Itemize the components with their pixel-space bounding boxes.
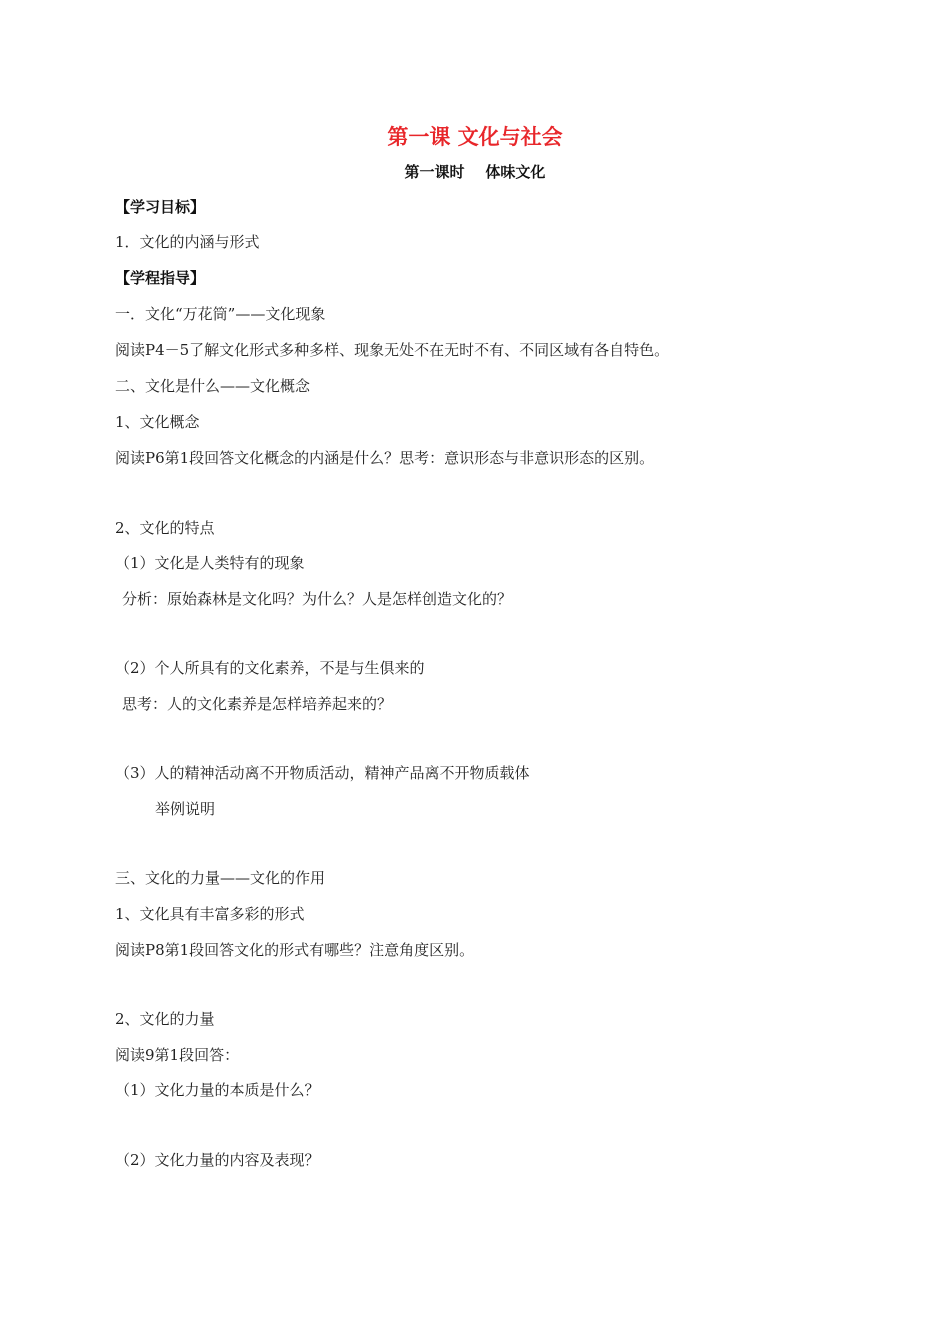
point-1-analysis: 分析：原始森林是文化吗？为什么？人是怎样创造文化的？	[122, 590, 513, 608]
point-3-example: 举例说明	[155, 800, 216, 818]
point-3: （3）人的精神活动离不开物质活动，精神产品离不开物质载体	[115, 764, 530, 782]
question-2: （2）文化力量的内容及表现？	[115, 1151, 320, 1169]
part3-title: 三、文化的力量——文化的作用	[115, 869, 326, 887]
part2-sub1-reading: 阅读P6第1段回答文化概念的内涵是什么？思考：意识形态与非意识形态的区别。	[115, 449, 655, 467]
lesson-subtitle: 第一课时 体味文化	[404, 163, 546, 181]
lesson-title: 第一课 文化与社会	[387, 125, 563, 149]
goal-item-1: 1．文化的内涵与形式	[115, 233, 260, 251]
part1-reading: 阅读P4－5了解文化形式多种多样、现象无处不在无时不有、不同区域有各自特色。	[115, 341, 670, 359]
point-2-think: 思考：人的文化素养是怎样培养起来的？	[122, 695, 393, 713]
question-1: （1）文化力量的本质是什么？	[115, 1081, 320, 1099]
part2-title: 二、文化是什么——文化概念	[115, 377, 311, 395]
point-1: （1）文化是人类特有的现象	[115, 554, 305, 572]
part1-title: 一．文化“万花筒”——文化现象	[115, 305, 326, 323]
part3-sub2-reading: 阅读9第1段回答：	[115, 1046, 240, 1064]
part3-sub1: 1、文化具有丰富多彩的形式	[115, 905, 305, 923]
guide-heading: 【学程指导】	[115, 269, 206, 287]
part3-sub2: 2、文化的力量	[115, 1010, 215, 1028]
goals-heading: 【学习目标】	[115, 198, 206, 216]
part2-sub1: 1、文化概念	[115, 413, 200, 431]
point-2: （2）个人所具有的文化素养，不是与生俱来的	[115, 659, 425, 677]
part2-sub2: 2、文化的特点	[115, 519, 215, 537]
part3-sub1-reading: 阅读P8第1段回答文化的形式有哪些？注意角度区别。	[115, 941, 475, 959]
